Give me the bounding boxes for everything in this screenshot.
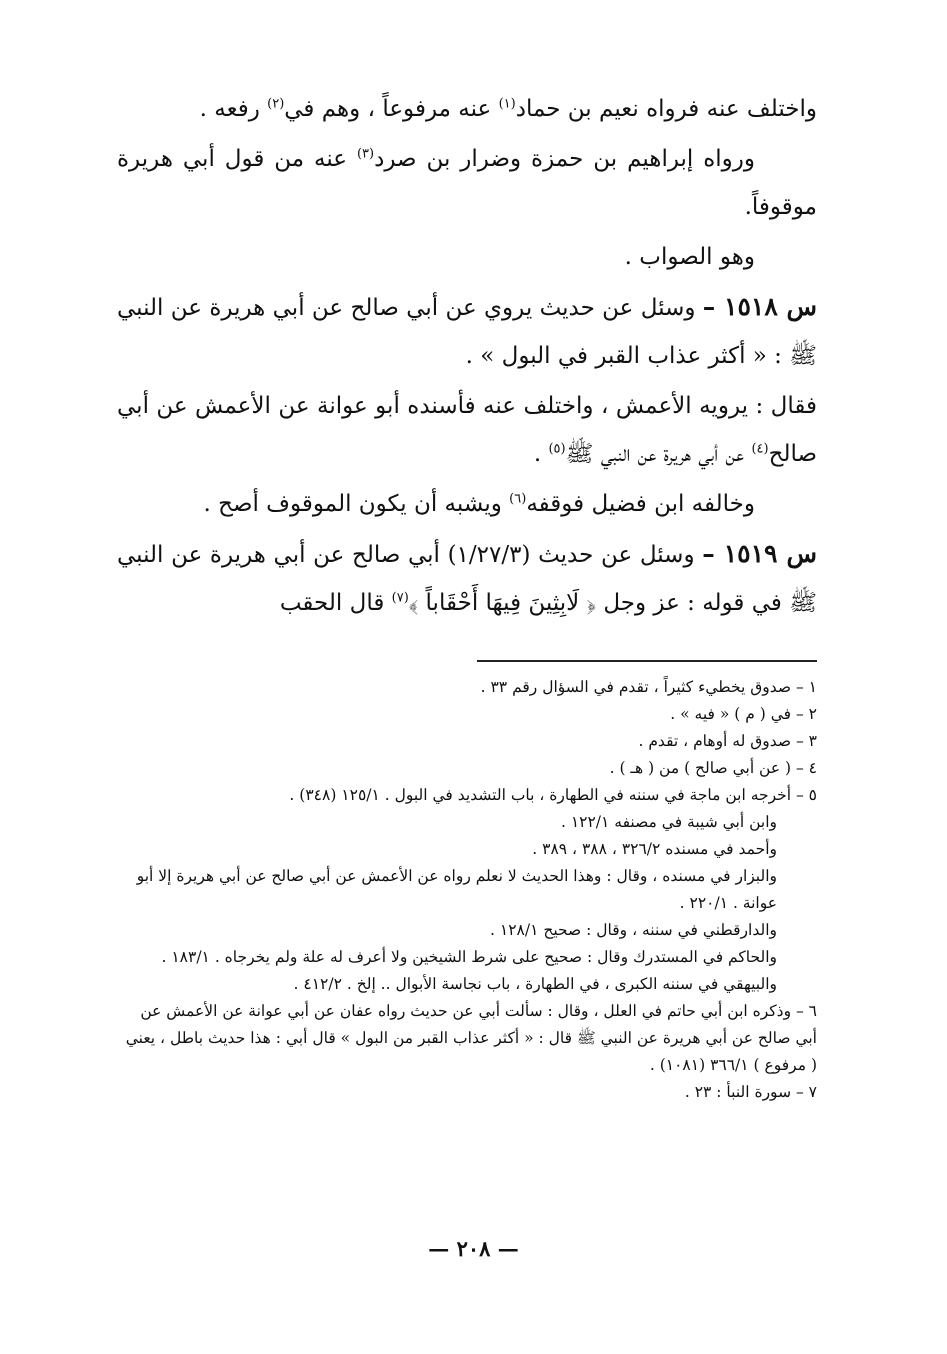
main-text	[117, 85, 817, 629]
footnote-5-line-6: والحاكم في المستدرك وقال : صحيح على شرط الشيخين ولا أعرف له علة ولم يخرجاه . ١٨٣/١ .	[161, 948, 777, 966]
question-1518-number: س ١٥١٨ –	[702, 292, 817, 321]
footnotes	[117, 674, 817, 1106]
paragraph-5: وخالفه ابن فضيل فوقفه$^{(٦)}$ ويشبه أن يكون الموقوف أصح .	[203, 491, 755, 517]
footnote-5-line-4: والبزار في مسنده ، وقال : وهذا الحديث لا نعلم رواه عن الأعمش عن أبي صالح عن أبي هريرة إلا أبو عوانة . ٢٢٠/١ .	[136, 867, 777, 912]
footnote-6: ٦ – وذكره ابن أبي حاتم في العلل ، وقال : سألت أبي عن حديث رواه عفان عن أبي عوانة عن الأعمش عن أبي صالح عن أبي هريرة عن النبي ﷺ قال : « أكثر عذاب القبر من البول » قال أبي : هذا حديث باطل ، يعني ( مرفوع ) ٣٦٦/١ (١٠٨١) .	[125, 1002, 817, 1074]
paragraph-3: وهو الصواب .	[624, 244, 755, 270]
question-1519-text: وسئل عن حديث (١/٢٧/٣) أبي صالح عن أبي هريرة عن النبي ﷺ في قوله : عز وجل ﴿ لَابِثِينَ فِيهَا أَحْقَاباً ﴾$^{(٧)}$ قال الحقب	[117, 542, 817, 616]
question-1519	[117, 530, 817, 627]
footnote-5-line-3: وأحمد في مسنده ٣٢٦/٢ ، ٣٨٨ ، ٣٨٩ .	[532, 840, 777, 858]
question-1519-number: س ١٥١٩ –	[702, 539, 818, 568]
question-1518-text: وسئل عن حديث يروي عن أبي صالح عن أبي هريرة عن النبي ﷺ : « أكثر عذاب القبر في البول » .	[117, 295, 817, 369]
footnote-divider	[477, 660, 817, 662]
footnote-5-line-7: والبيهقي في سننه الكبرى ، في الطهارة ، باب نجاسة الأبوال .. إلخ . ٤١٢/٢ .	[293, 975, 777, 993]
paragraph-1: واختلف عنه فرواه نعيم بن حماد$^{(١)}$ عنه مرفوعاً ، وهم في$^{(٢)}$ رفعه .	[199, 96, 817, 122]
footnote-2: ٢ – في ( م ) « فيه » .	[670, 705, 817, 723]
paragraph-2: ورواه إبراهيم بن حمزة وضرار بن صرد$^{(٣)}$ عنه من قول أبي هريرة موقوفاً.	[117, 146, 817, 220]
page-number: — ٢٠٨ —	[428, 1236, 519, 1261]
footnote-7: ٧ – سورة النبأ : ٢٣ .	[684, 1083, 817, 1101]
footnote-1: ١ – صدوق يخطيء كثيراً ، تقدم في السؤال رقم ٣٣ .	[480, 678, 817, 696]
footnote-5-line-5: والدارقطني في سننه ، وقال : صحيح ١٢٨/١ .	[490, 921, 777, 939]
footnote-5: ٥ – أخرجه ابن ماجة في سننه في الطهارة ، باب التشديد في البول . ١٢٥/١ (٣٤٨) .	[289, 786, 817, 804]
paragraph-4: فقال : يرويه الأعمش ، واختلف عنه فأسنده أبو عوانة عن الأعمش عن أبي صالح$^{(٤)}$ عن أبي هريرة عن النبي ﷺ$^{(٥)}$ .	[117, 393, 817, 467]
footnote-3: ٣ – صدوق له أوهام ، تقدم .	[638, 732, 817, 750]
question-1518	[117, 283, 817, 380]
footnote-5-line-2: وابن أبي شيبة في مصنفه ١٢٢/١ .	[560, 813, 777, 831]
footnote-4: ٤ – ( عن أبي صالح ) من ( هـ ) .	[609, 759, 817, 777]
